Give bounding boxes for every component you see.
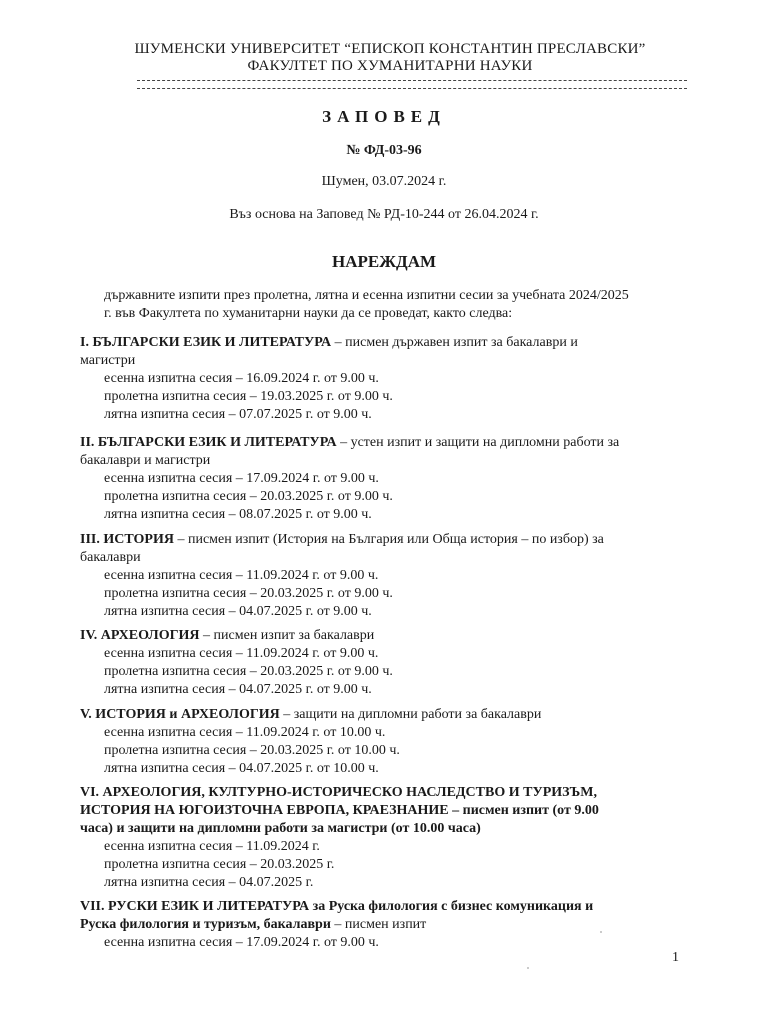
section-heading-cont: ИСТОРИЯ НА ЮГОИЗТОЧНА ЕВРОПА, КРАЕЗНАНИЕ – писмен изпит (от 9.00 xyxy=(80,803,599,818)
section-5 xyxy=(80,706,690,778)
section-heading: I. БЪЛГАРСКИ ЕЗИК И ЛИТЕРАТУРА xyxy=(80,335,332,350)
session-spring: пролетна изпитна сесия – 19.03.2025 г. от 9.00 ч. xyxy=(104,389,393,404)
page-number: 1 xyxy=(672,950,679,965)
section-4 xyxy=(80,627,690,699)
header-divider xyxy=(137,80,687,89)
intro-line-2: г. във Факултета по хуманитарни науки да се проведат, както следва: xyxy=(104,306,513,321)
section-description: – писмен изпит xyxy=(330,917,427,932)
scan-speck xyxy=(600,931,602,933)
section-heading: III. ИСТОРИЯ xyxy=(80,532,174,547)
session-autumn: есенна изпитна сесия – 17.09.2024 г. от 9.00 ч. xyxy=(104,471,379,486)
section-description-cont: бакалаври и магистри xyxy=(80,453,211,468)
section-description: – писмен изпит (История на България или Обща история – по избор) за xyxy=(173,532,604,547)
section-heading: V. ИСТОРИЯ и АРХЕОЛОГИЯ xyxy=(80,707,280,722)
section-heading: VI. АРХЕОЛОГИЯ, КУЛТУРНО-ИСТОРИЧЕСКО НАСЛЕДСТВО И ТУРИЗЪМ, xyxy=(80,785,597,800)
section-description: – устен изпит и защити на дипломни работи за xyxy=(336,435,620,450)
order-heading: НАРЕЖДАМ xyxy=(331,252,437,271)
university-name: ШУМЕНСКИ УНИВЕРСИТЕТ “ЕПИСКОП КОНСТАНТИН ПРЕСЛАВСКИ” xyxy=(134,41,646,57)
session-summer: лятна изпитна сесия – 04.07.2025 г. xyxy=(104,875,314,890)
faculty-name: ФАКУЛТЕТ ПО ХУМАНИТАРНИ НАУКИ xyxy=(247,58,533,74)
document-number: № ФД-03-96 xyxy=(346,143,422,158)
session-spring: пролетна изпитна сесия – 20.03.2025 г. от 9.00 ч. xyxy=(104,586,393,601)
section-description-cont: магистри xyxy=(80,353,136,368)
session-summer: лятна изпитна сесия – 08.07.2025 г. от 9.00 ч. xyxy=(104,507,372,522)
section-heading: VII. РУСКИ ЕЗИК И ЛИТЕРАТУРА за Руска филология с бизнес комуникация и xyxy=(80,899,594,914)
session-autumn: есенна изпитна сесия – 17.09.2024 г. от 9.00 ч. xyxy=(104,935,379,950)
legal-basis: Въз основа на Заповед № РД-10-244 от 26.04.2024 г. xyxy=(229,207,539,222)
section-heading-cont: Руска филология и туризъм, бакалаври xyxy=(80,917,331,932)
section-description: – писмен изпит за бакалаври xyxy=(199,628,375,643)
session-autumn: есенна изпитна сесия – 16.09.2024 г. от 9.00 ч. xyxy=(104,371,379,386)
session-autumn: есенна изпитна сесия – 11.09.2024 г. от 9.00 ч. xyxy=(104,568,379,583)
session-summer: лятна изпитна сесия – 07.07.2025 г. от 9.00 ч. xyxy=(104,407,372,422)
section-description: – писмен държавен изпит за бакалаври и xyxy=(331,335,578,350)
section-heading: IV. АРХЕОЛОГИЯ xyxy=(80,628,200,643)
section-6 xyxy=(80,784,690,892)
scan-speck xyxy=(527,967,529,969)
session-summer: лятна изпитна сесия – 04.07.2025 г. от 9.00 ч. xyxy=(104,604,372,619)
section-3 xyxy=(80,531,690,621)
session-summer: лятна изпитна сесия – 04.07.2025 г. от 10.00 ч. xyxy=(104,761,379,776)
section-heading-cont: часа) и защити на дипломни работи за магистри (от 10.00 часа) xyxy=(80,821,481,836)
session-spring: пролетна изпитна сесия – 20.03.2025 г. xyxy=(104,857,335,872)
section-7 xyxy=(80,898,690,952)
session-autumn: есенна изпитна сесия – 11.09.2024 г. от 9.00 ч. xyxy=(104,646,379,661)
session-spring: пролетна изпитна сесия – 20.03.2025 г. от 10.00 ч. xyxy=(104,743,400,758)
section-description-cont: бакалаври xyxy=(80,550,141,565)
intro-line-1: държавните изпити през пролетна, лятна и есенна изпитни сесии за учебната 2024/2025 xyxy=(104,288,629,303)
section-description: – защити на дипломни работи за бакалаври xyxy=(279,707,542,722)
place-and-date: Шумен, 03.07.2024 г. xyxy=(321,174,447,189)
section-2 xyxy=(80,434,690,524)
section-1 xyxy=(80,334,690,424)
session-spring: пролетна изпитна сесия – 20.03.2025 г. от 9.00 ч. xyxy=(104,489,393,504)
session-summer: лятна изпитна сесия – 04.07.2025 г. от 9.00 ч. xyxy=(104,682,372,697)
session-spring: пролетна изпитна сесия – 20.03.2025 г. от 9.00 ч. xyxy=(104,664,393,679)
session-autumn: есенна изпитна сесия – 11.09.2024 г. xyxy=(104,839,320,854)
session-autumn: есенна изпитна сесия – 11.09.2024 г. от 10.00 ч. xyxy=(104,725,386,740)
section-heading: II. БЪЛГАРСКИ ЕЗИК И ЛИТЕРАТУРА xyxy=(80,435,337,450)
document-title: ЗАПОВЕД xyxy=(322,107,446,126)
